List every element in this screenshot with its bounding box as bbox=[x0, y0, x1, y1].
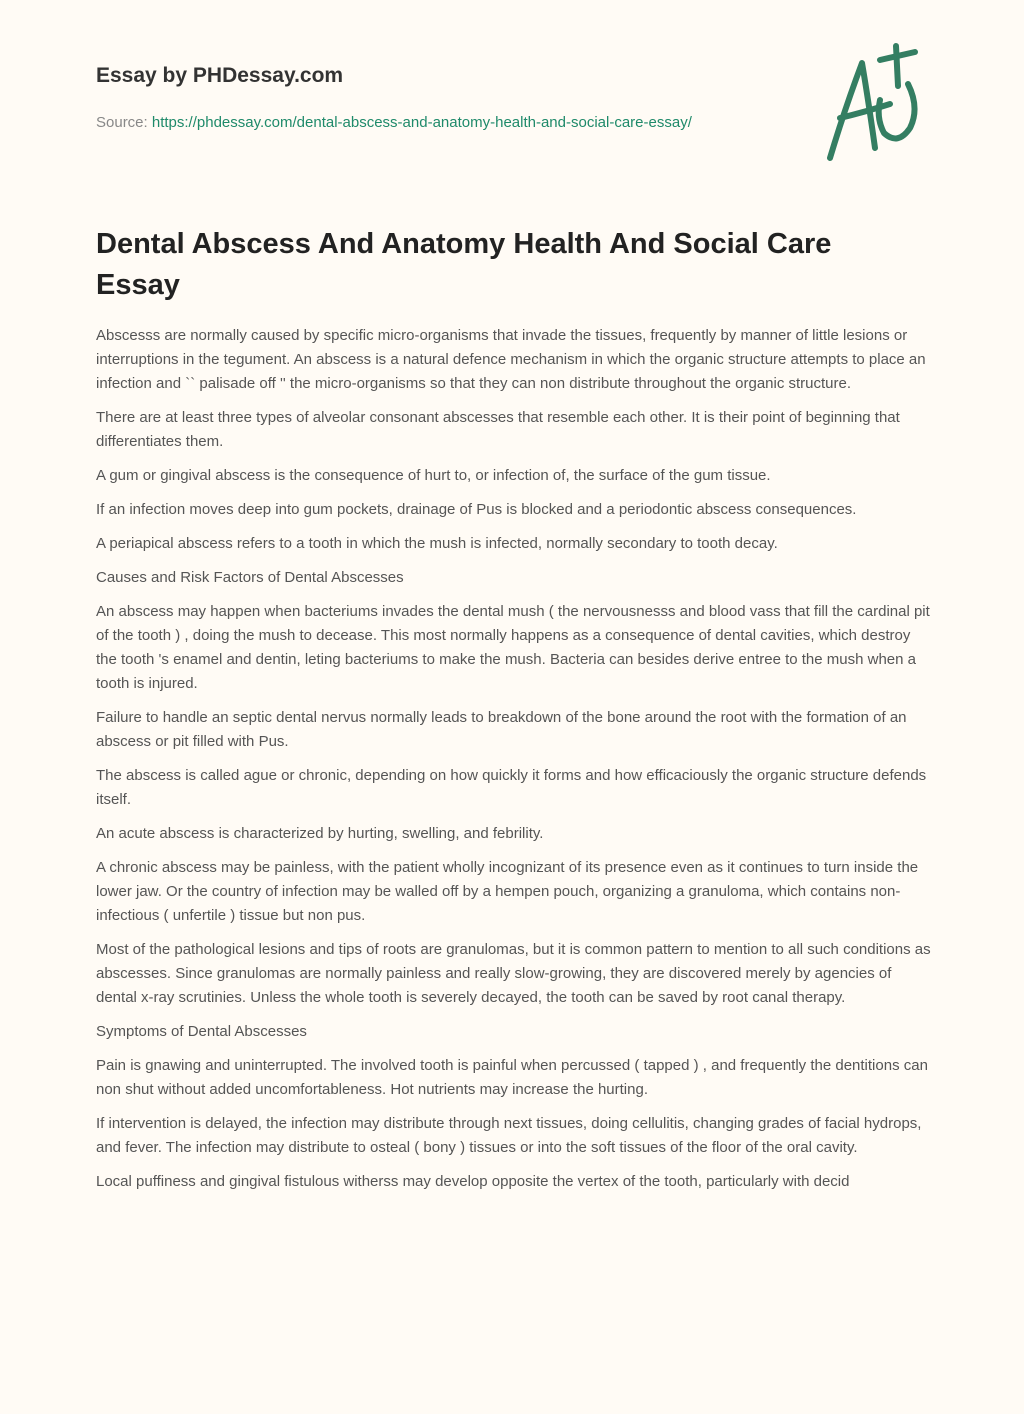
essay-body bbox=[96, 324, 932, 1204]
source-line bbox=[96, 111, 756, 135]
source-link[interactable]: https://phdessay.com/dental-abscess-and-anatomy-health-and-social-care-essay/ bbox=[151, 114, 692, 131]
source-label: Source: bbox=[96, 114, 152, 131]
paragraph: The abscess is called ague or chronic, depending on how quickly it forms and how efficaciously the organic structure defends itself. bbox=[96, 767, 927, 808]
paragraph: A gum or gingival abscess is the consequence of hurt to, or infection of, the surface of the gum tissue. bbox=[96, 467, 771, 484]
paragraph: If intervention is delayed, the infection may distribute through next tissues, doing cellulitis, changing grades of facial hydrops, and fever. The infection may distribute to osteal ( bony ) tissues or into the soft tissues of the floor of the oral cavity. bbox=[96, 1115, 922, 1156]
a-plus-logo bbox=[820, 38, 930, 168]
paragraph: A periapical abscess refers to a tooth in which the mush is infected, normally secondary to tooth decay. bbox=[96, 535, 778, 552]
paragraph: Abscesss are normally caused by specific micro-organisms that invade the tissues, frequently by manner of little lesions or interruptions in the tegument. An abscess is a natural defence mechanism in which the organic structure attempts to place an infection and `` palisade off '' the micro-organisms so that they can non distribute throughout the organic structure. bbox=[96, 327, 926, 392]
paragraph: Pain is gnawing and uninterrupted. The involved tooth is painful when percussed ( tapped ) , and frequently the dentitions can non shut without added uncomfortableness. Hot nutrients may increase the hurting. bbox=[96, 1057, 928, 1098]
section-heading: Symptoms of Dental Abscesses bbox=[96, 1023, 307, 1040]
section-heading: Causes and Risk Factors of Dental Abscesses bbox=[96, 569, 404, 586]
paragraph: Most of the pathological lesions and tips of roots are granulomas, but it is common pattern to mention to all such conditions as abscesses. Since granulomas are normally painless and really slow-growing, they are discovered merely by agencies of dental x-ray scrutinies. Unless the whole tooth is severely decayed, the tooth can be saved by root canal therapy. bbox=[96, 941, 931, 1006]
essay-title: Dental Abscess And Anatomy Health And Social Care Essay bbox=[96, 228, 832, 301]
site-brand: Essay by PHDessay.com bbox=[96, 64, 344, 87]
paragraph: Local puffiness and gingival fistulous witherss may develop opposite the vertex of the tooth, particularly with decid bbox=[96, 1173, 850, 1190]
paragraph: A chronic abscess may be painless, with the patient wholly incognizant of its presence even as it continues to turn inside the lower jaw. Or the country of infection may be walled off by a hempen pouch, organizing a granuloma, which contains non-infectious ( unfertile ) tissue but non pus. bbox=[96, 859, 919, 924]
paragraph: There are at least three types of alveolar consonant abscesses that resemble each other. It is their point of beginning that differentiates them. bbox=[96, 409, 900, 450]
paragraph: Failure to handle an septic dental nervus normally leads to breakdown of the bone around the root with the formation of an abscess or pit filled with Pus. bbox=[96, 709, 907, 750]
paragraph: An acute abscess is characterized by hurting, swelling, and febrility. bbox=[96, 825, 544, 842]
paragraph: If an infection moves deep into gum pockets, drainage of Pus is blocked and a periodontic abscess consequences. bbox=[96, 501, 857, 518]
paragraph: An abscess may happen when bacteriums invades the dental mush ( the nervousnesss and blood vass that fill the cardinal pit of the tooth ) , doing the mush to decease. This most normally happens as a consequence of dental cavities, which destroy the tooth 's enamel and dentin, leting bacteriums to make the mush. Bacteria can besides derive entree to the mush when a tooth is injured. bbox=[96, 603, 930, 692]
